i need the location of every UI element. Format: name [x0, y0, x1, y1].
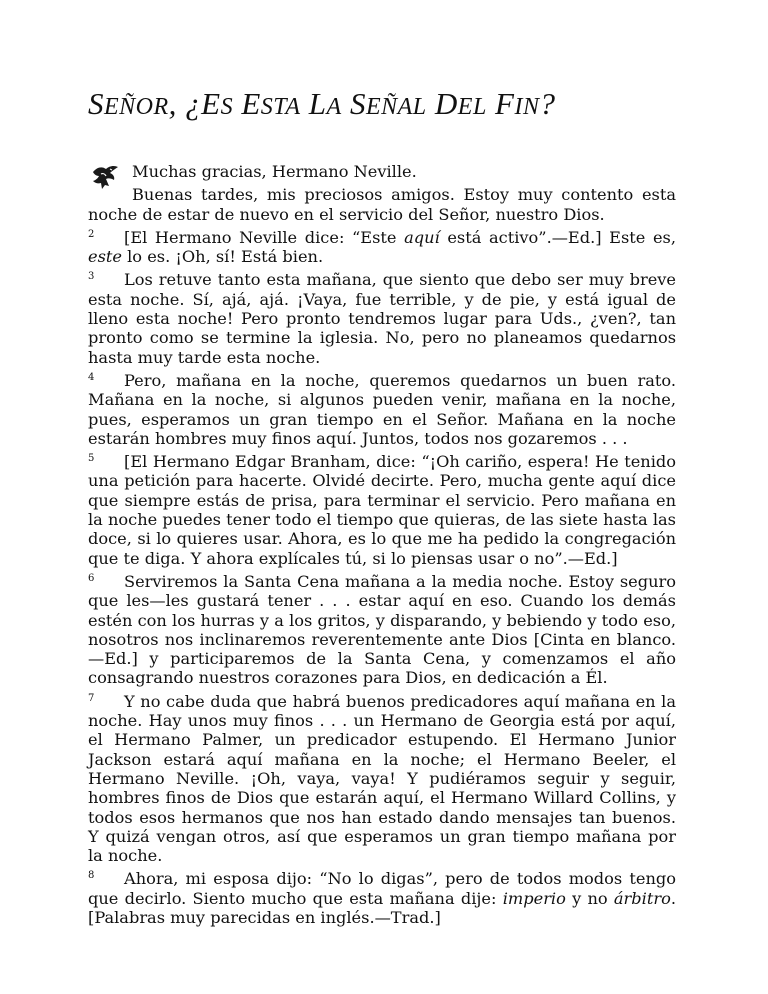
title-question-mark: ?	[539, 86, 556, 121]
paragraph-1	[88, 162, 676, 181]
paragraph-number: 2	[88, 228, 95, 240]
paragraph-text: Serviremos la Santa Cena mañana a la media noche. Estoy seguro que les—les gustará tener . . . estar aquí en eso. Cuando los demás estén con los hurras y a los gritos, y disparando, y bebiendo y todo eso, nosotros nos inclinaremos reverentemente ante Dios [Cinta en blanco.—Ed.] y participaremos de la Santa Cena, y comenzamos el año consagrando nuestros corazones para Dios, en dedicación a Él.	[88, 571, 676, 688]
paragraph-text: [El Hermano Neville dice: “Este	[124, 227, 405, 247]
paragraph-5	[88, 452, 676, 568]
paragraph-text: [El Hermano Edgar Branham, dice: “¡Oh cariño, espera! He tenido una petición para hacerte. Olvidé decirte. Pero, mucha gente aquí dice que siempre estás de prisa, para terminar el servicio. Pero mañana en la noche puedes tener todo el tiempo que quieras, de las siete hasta las doce, si lo quieres usar. Ahora, es lo que me ha pedido la congregación que te diga. Y ahora explícales tú, si lo piensas usar o no”.—Ed.]	[88, 452, 676, 568]
paragraph-text: Y no cabe duda que habrá buenos predicadores aquí mañana en la noche. Hay unos muy finos . . . un Hermano de Georgia está por aquí, el Hermano Palmer, un predicador estupendo. El Hermano Junior Jackson estará aquí mañana en la noche; el Hermano Beeler, el Hermano Neville. ¡Oh, vaya, vaya! Y pudiéramos seguir y seguir, hombres finos de Dios que estarán aquí, el Hermano Willard Collins, y todos esos hermanos que nos han estado dando mensajes tan buenos. Y quizá vengan otros, así que esperamos un gran tiempo mañana por la noche.	[88, 691, 676, 866]
paragraph-number: 8	[88, 870, 95, 882]
paragraph-text: Buenas tardes, mis preciosos amigos. Estoy muy contento esta noche de estar de nuevo en el servicio del Señor, nuestro Dios.	[88, 185, 676, 224]
paragraph-text: Pero, mañana en la noche, queremos quedarnos un buen rato. Mañana en la noche, si algunos pueden venir, mañana en la noche, pues, esperamos un gran tiempo en el Señor. Mañana en la noche estarán hombres muy finos aquí. Juntos, todos nos gozaremos . . .	[88, 370, 676, 448]
emphasis-text: árbitro	[613, 888, 671, 908]
paragraph-text: y no	[565, 888, 614, 908]
title-comma: ,	[168, 86, 177, 121]
title-letter: E	[241, 86, 261, 121]
paragraph-8	[88, 869, 676, 927]
paragraph-3	[88, 270, 676, 366]
paragraph-2	[88, 228, 676, 267]
paragraph-4	[88, 371, 676, 448]
title-letter: F	[495, 86, 515, 121]
paragraph-number: 5	[88, 453, 95, 465]
title-letters: A	[326, 94, 342, 120]
sermon-title	[88, 86, 688, 122]
title-letters: EÑAL	[365, 94, 427, 120]
title-letters: IN	[514, 94, 540, 120]
paragraph-text: está activo”.—Ed.] Este es,	[439, 227, 677, 247]
title-letter: S	[349, 86, 366, 121]
title-letter: S	[88, 86, 104, 121]
paragraph-number: 4	[88, 371, 95, 383]
paragraph-number: 6	[88, 572, 95, 584]
paragraph-text: Muchas gracias, Hermano Neville.	[132, 162, 417, 181]
emphasis-text: aquí	[404, 227, 440, 247]
emphasis-text: este	[88, 247, 122, 267]
paragraph-text: . [Palabras muy parecidas en inglés.—Trad.]	[88, 888, 676, 927]
title-letters: EÑOR	[104, 94, 169, 120]
title-letters: EL	[457, 94, 487, 120]
title-letters: STA	[260, 94, 301, 120]
paragraph-number: 3	[88, 271, 95, 283]
title-letter: L	[308, 86, 327, 121]
title-letter: D	[434, 86, 458, 121]
title-letters: S	[220, 94, 234, 120]
title-letter: ¿E	[185, 86, 221, 121]
paragraph-1b	[88, 185, 676, 224]
paragraph-text: lo es. ¡Oh, sí! Está bien.	[121, 247, 324, 267]
emphasis-text: imperio	[502, 888, 566, 908]
sermon-body	[88, 162, 676, 931]
paragraph-text: Ahora, mi esposa dijo: “No lo digas”, pero de todos modos tengo que decirlo. Siento mucho que esta mañana dije:	[88, 869, 676, 908]
paragraph-text: Los retuve tanto esta mañana, que siento que debo ser muy breve esta noche. Sí, ajá, ajá. ¡Vaya, fue terrible, y de pie, y está igual de lleno esta noche! Pero pronto tendremos lugar para Uds., ¿ven?, tan pronto como se termine la iglesia. No, pero no planeamos quedarnos hasta muy tarde esta noche.	[88, 270, 676, 367]
paragraph-6	[88, 572, 676, 688]
paragraph-number: 7	[88, 692, 95, 704]
paragraph-7	[88, 692, 676, 866]
